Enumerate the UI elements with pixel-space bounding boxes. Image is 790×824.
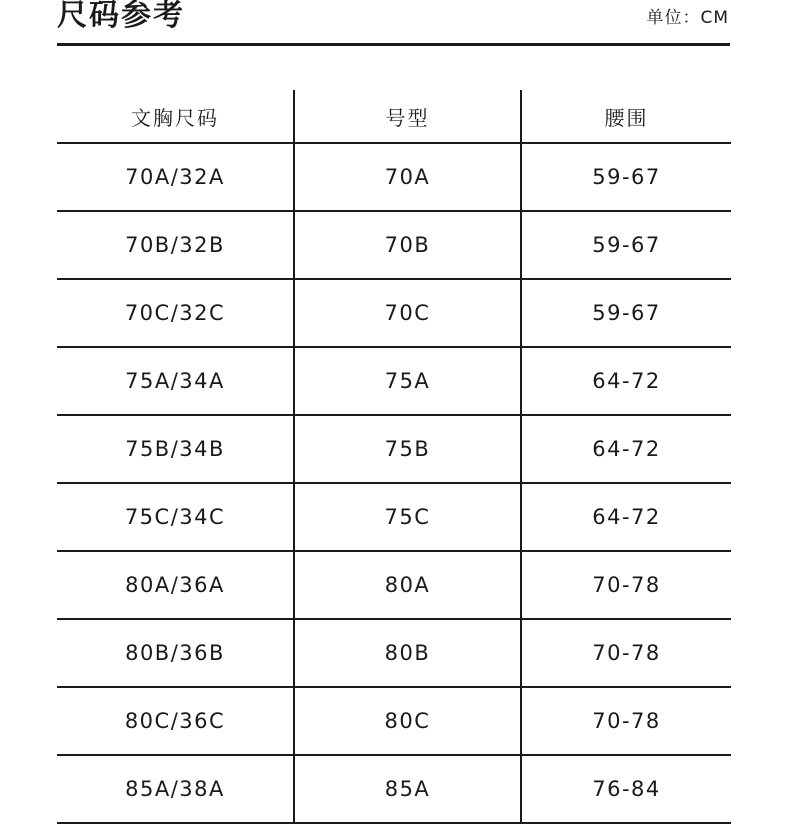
- bra-size-cell: 70A/32A: [57, 143, 294, 211]
- size-code-cell: 80B: [294, 619, 521, 687]
- waist-cell: 70-78: [521, 619, 731, 687]
- size-code-cell: 80C: [294, 687, 521, 755]
- size-code-cell: 75A: [294, 347, 521, 415]
- table-body: [57, 143, 731, 823]
- waist-cell: 70-78: [521, 687, 731, 755]
- page-title: 尺码参考: [57, 0, 185, 33]
- size-code-cell: 70C: [294, 279, 521, 347]
- size-code-cell: 70A: [294, 143, 521, 211]
- waist-cell: 64-72: [521, 415, 731, 483]
- table-header: [57, 90, 731, 143]
- bra-size-cell: 80C/36C: [57, 687, 294, 755]
- waist-cell: 59-67: [521, 279, 731, 347]
- table-row: [57, 211, 731, 279]
- bra-size-cell: 75A/34A: [57, 347, 294, 415]
- size-table: [57, 90, 731, 824]
- table-row: [57, 687, 731, 755]
- size-code-cell: 80A: [294, 551, 521, 619]
- bra-size-cell: 75C/34C: [57, 483, 294, 551]
- waist-cell: 64-72: [521, 483, 731, 551]
- table-row: [57, 551, 731, 619]
- table-row: [57, 415, 731, 483]
- waist-cell: 59-67: [521, 211, 731, 279]
- bra-size-cell: 85A/38A: [57, 755, 294, 823]
- column-header-size-code: 号型: [294, 90, 521, 143]
- table-row: [57, 143, 731, 211]
- title-divider: [57, 43, 730, 46]
- column-header-bra-size: 文胸尺码: [57, 90, 294, 143]
- waist-cell: 70-78: [521, 551, 731, 619]
- waist-cell: 76-84: [521, 755, 731, 823]
- table-row: [57, 755, 731, 823]
- size-code-cell: 70B: [294, 211, 521, 279]
- column-header-waist: 腰围: [521, 90, 731, 143]
- bra-size-cell: 80A/36A: [57, 551, 294, 619]
- size-code-cell: 85A: [294, 755, 521, 823]
- bra-size-cell: 70C/32C: [57, 279, 294, 347]
- header-row: [57, 90, 731, 143]
- size-code-cell: 75B: [294, 415, 521, 483]
- table-row: [57, 279, 731, 347]
- bra-size-cell: 75B/34B: [57, 415, 294, 483]
- unit-label: 单位：CM: [646, 8, 729, 28]
- size-code-cell: 75C: [294, 483, 521, 551]
- table-row: [57, 619, 731, 687]
- bra-size-cell: 80B/36B: [57, 619, 294, 687]
- table-row: [57, 483, 731, 551]
- table-row: [57, 347, 731, 415]
- waist-cell: 59-67: [521, 143, 731, 211]
- bra-size-cell: 70B/32B: [57, 211, 294, 279]
- waist-cell: 64-72: [521, 347, 731, 415]
